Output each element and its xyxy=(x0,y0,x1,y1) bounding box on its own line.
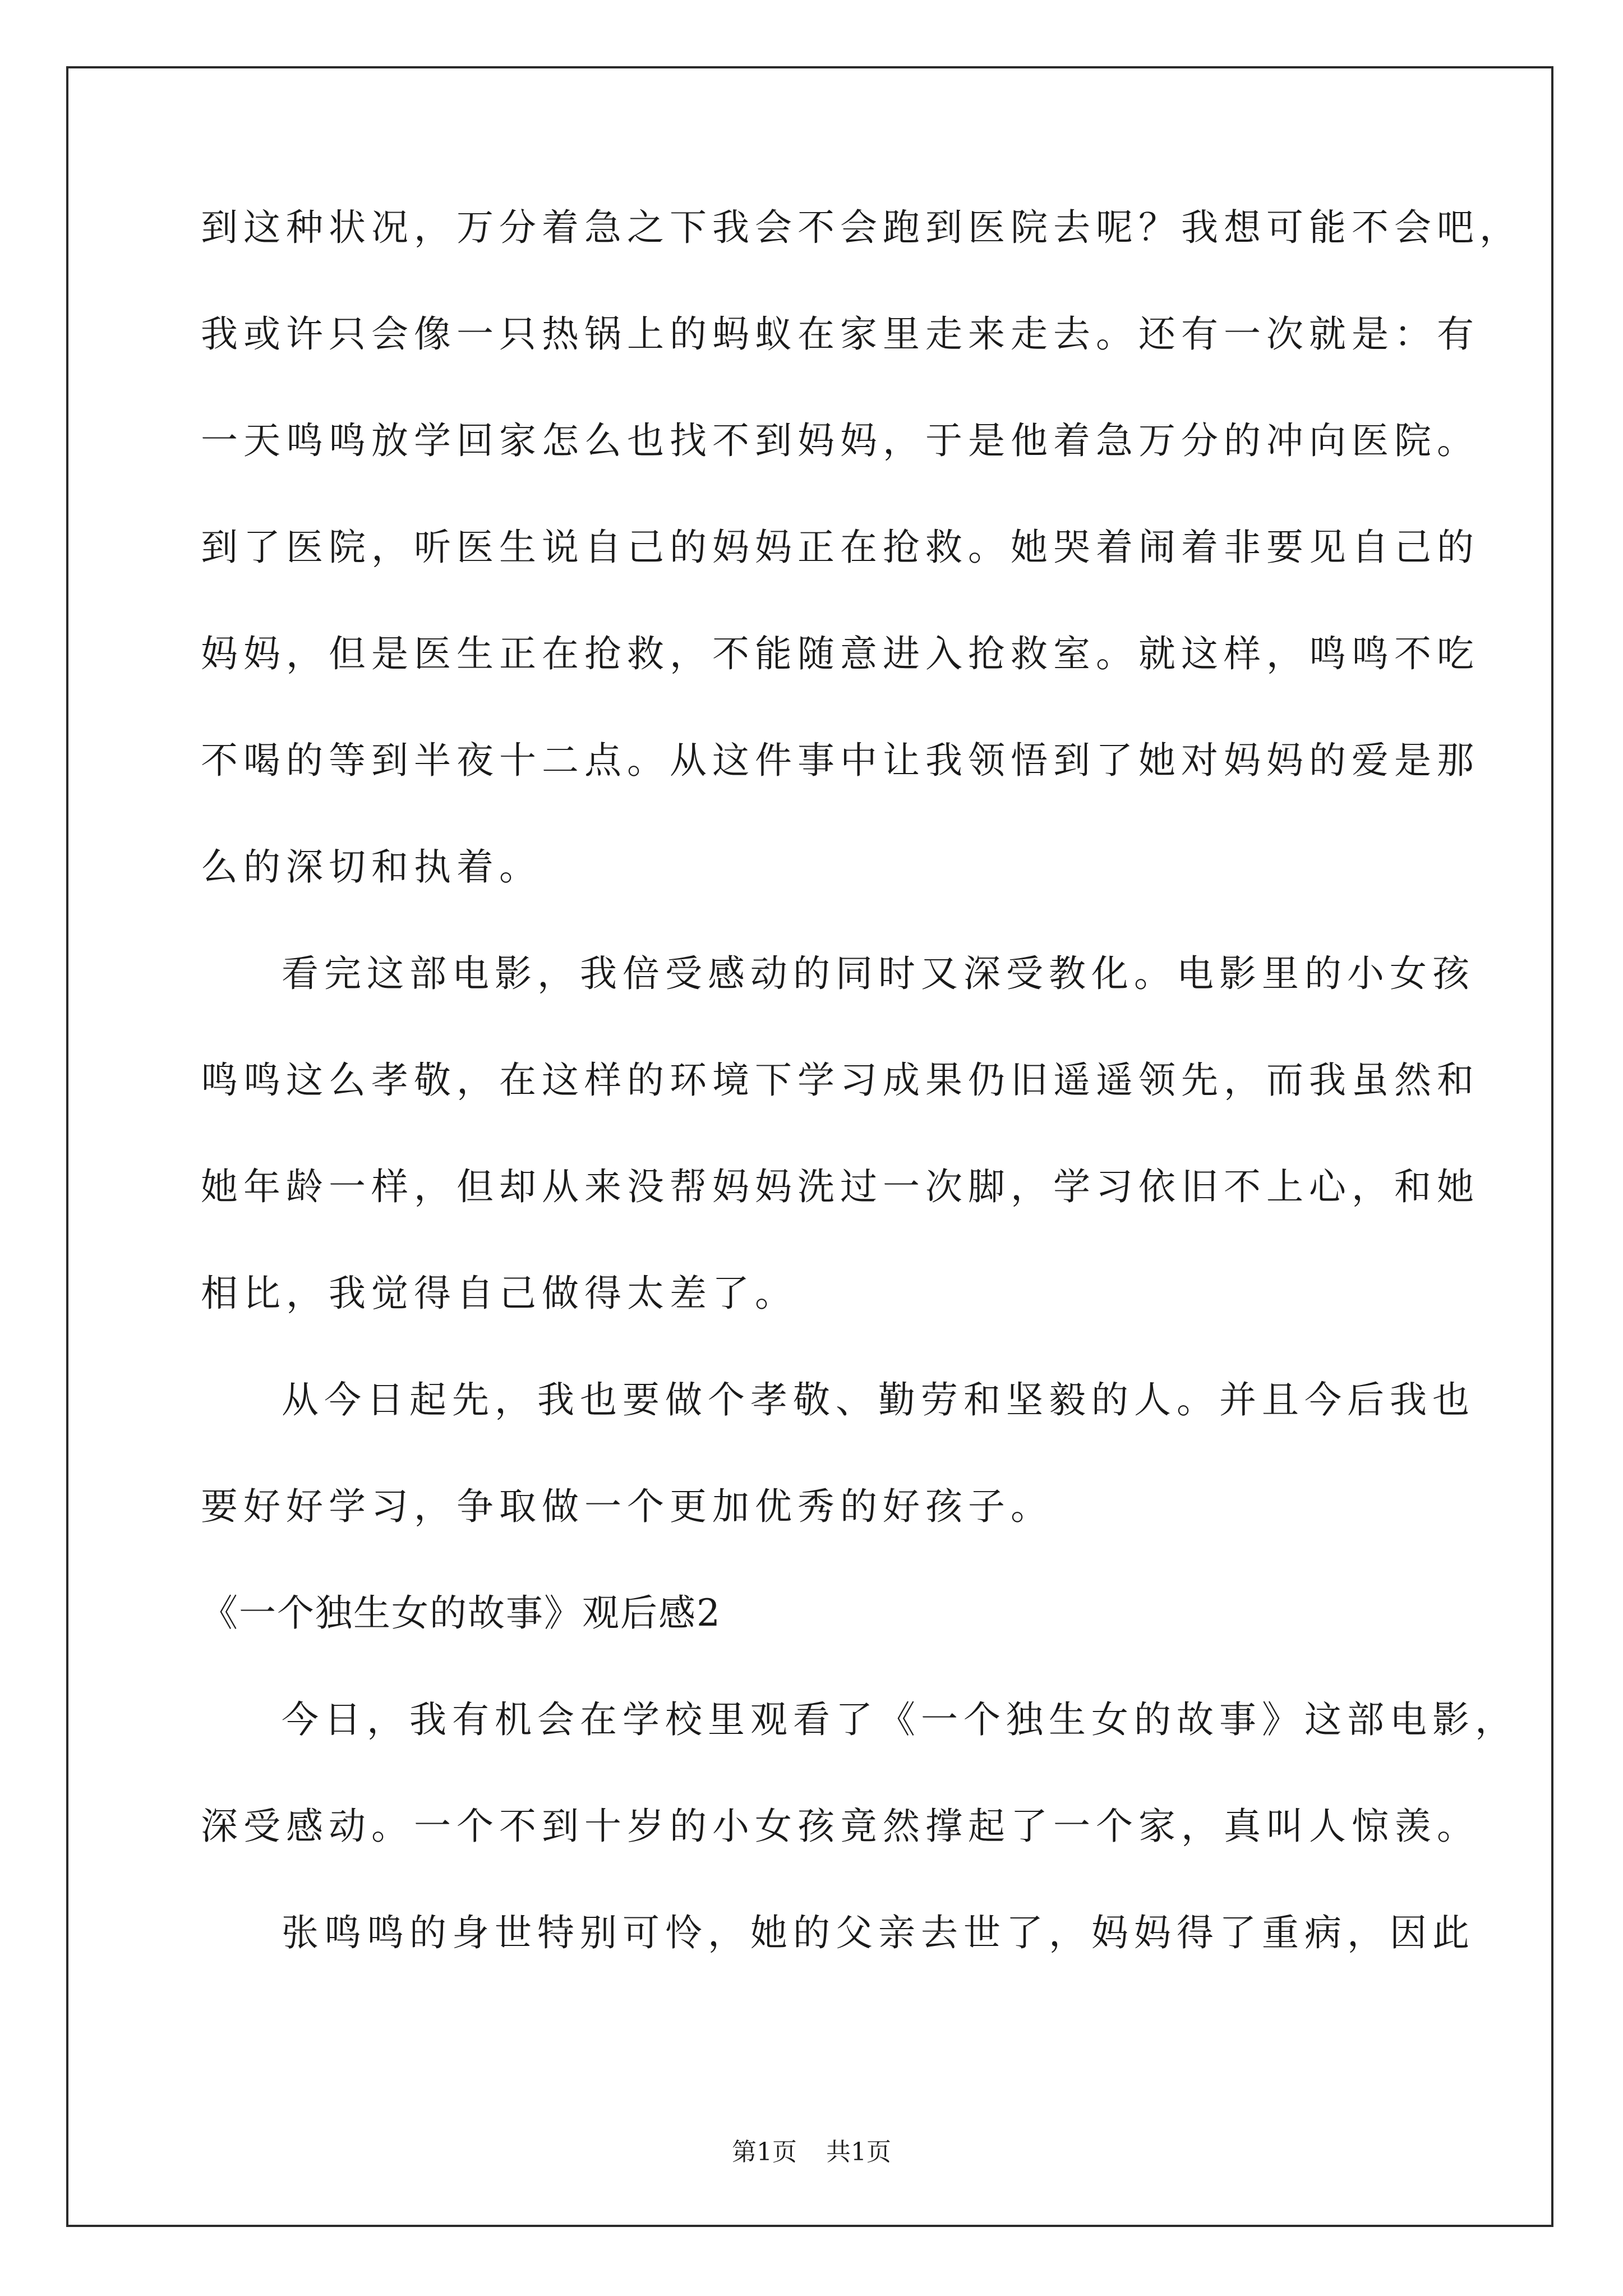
paragraph-first-line: 今日，我有机会在学校里观看了《一个独生女的故事》这部电影， xyxy=(282,1698,1518,1741)
body-text-line: 鸣鸣这么孝敬，在这样的环境下学习成果仍旧遥遥领先，而我虽然和 xyxy=(201,1059,1479,1102)
body-text-line: 到了医院，听医生说自己的妈妈正在抢救。她哭着闹着非要见自己的 xyxy=(201,526,1479,569)
paragraph-first-line: 看完这部电影，我倍受感动的同时又深受教化。电影里的小女孩 xyxy=(282,952,1475,995)
body-text-line: 她年龄一样，但却从来没帮妈妈洗过一次脚，学习依旧不上心，和她 xyxy=(201,1165,1479,1208)
section-heading: 《一个独生女的故事》观后感2 xyxy=(201,1591,721,1635)
body-text-line: 么的深切和执着。 xyxy=(201,845,542,889)
body-text-line: 到这种状况，万分着急之下我会不会跑到医院去呢？我想可能不会吧， xyxy=(201,206,1522,249)
body-text-line: 我或许只会像一只热锅上的蚂蚁在家里走来走去。还有一次就是：有 xyxy=(201,312,1479,356)
page-footer xyxy=(0,2138,1623,2167)
paragraph-first-line: 张鸣鸣的身世特别可怜，她的父亲去世了，妈妈得了重病，因此 xyxy=(282,1911,1475,1954)
body-text-line: 妈妈，但是医生正在抢救，不能随意进入抢救室。就这样，鸣鸣不吃 xyxy=(201,632,1479,675)
paragraph-first-line: 从今日起先，我也要做个孝敬、勤劳和坚毅的人。并且今后我也 xyxy=(282,1378,1475,1421)
body-text-line: 一天鸣鸣放学回家怎么也找不到妈妈，于是他着急万分的冲向医院。 xyxy=(201,419,1479,462)
body-text-line: 要好好学习，争取做一个更加优秀的好孩子。 xyxy=(201,1485,1053,1528)
page-total-label: 共1页 xyxy=(826,2138,891,2166)
body-text-line: 相比，我觉得自己做得太差了。 xyxy=(201,1272,797,1315)
page-border xyxy=(66,66,1553,2227)
page-number-label: 第1页 xyxy=(732,2138,797,2166)
body-text-line: 深受感动。一个不到十岁的小女孩竟然撑起了一个家，真叫人惊羡。 xyxy=(201,1805,1479,1848)
body-text-line: 不喝的等到半夜十二点。从这件事中让我领悟到了她对妈妈的爱是那 xyxy=(201,739,1479,782)
